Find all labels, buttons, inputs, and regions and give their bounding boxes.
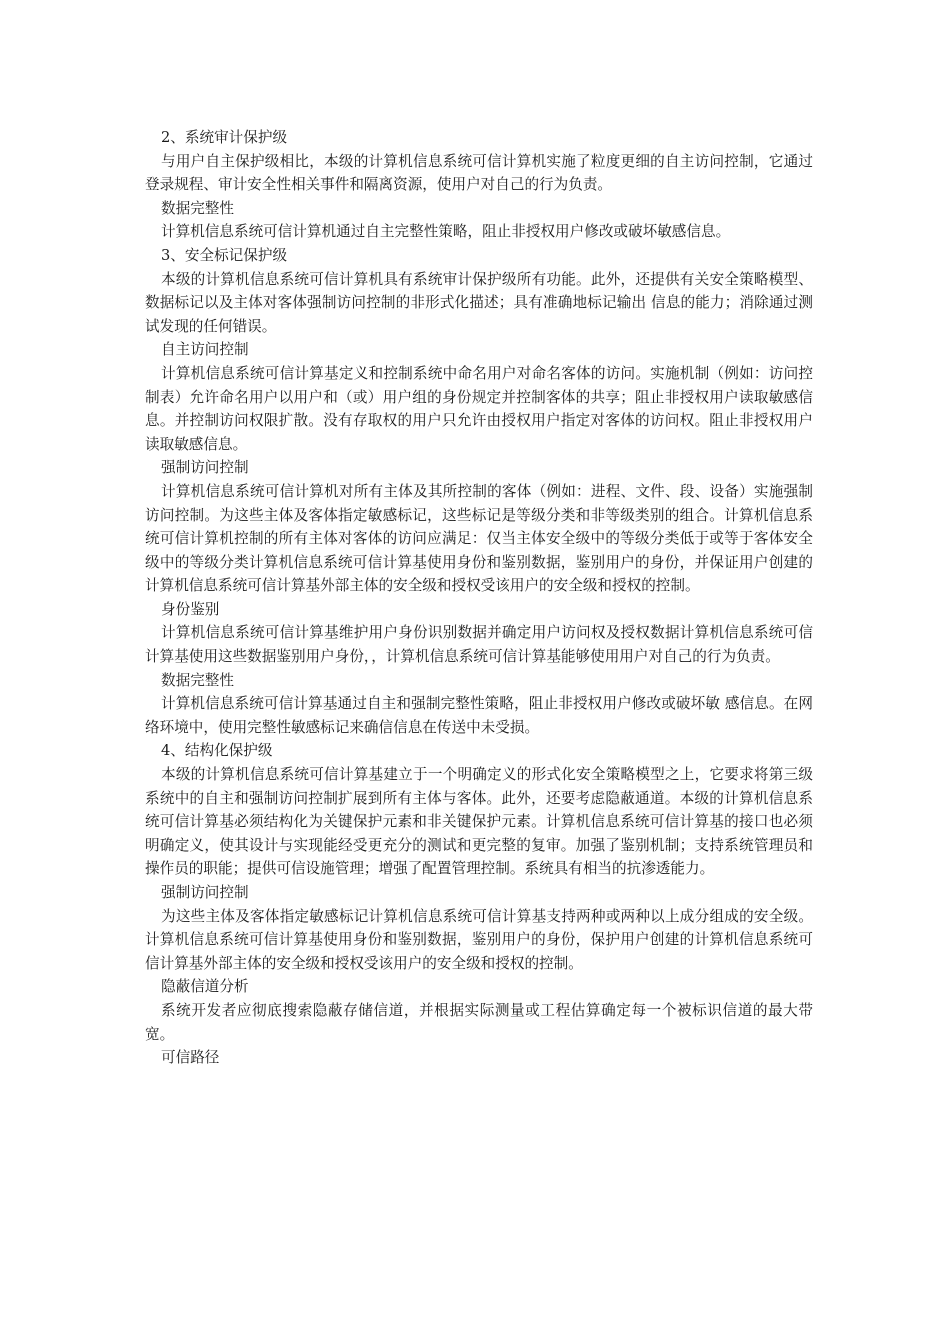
paragraph-covert-channel: 系统开发者应彻底搜索隐蔽存储信道，并根据实际测量或工程估算确定每一个被标识信道的最大带宽。: [145, 1001, 813, 1043]
paragraph-structured-protection: 本级的计算机信息系统可信计算基建立于一个明确定义的形式化安全策略模型之上，它要求将第三级系统中的自主和强制访问控制扩展到所有主体与客体。此外，还要考虑隐蔽通道。本级的计算机信息系统可信计算基必须结构化为关键保护元素和非关键保护元素。计算机信息系统可信计算基的接口也必须明确定义，使其设计与实现能经受更充分的测试和更完整的复审。加强了鉴别机制；支持系统管理员和操作员的职能；提供可信设施管理；增强了配置管理控制。系统具有相当的抗渗透能力。: [145, 766, 813, 878]
paragraph-data-integrity-2: 计算机信息系统可信计算基通过自主和强制完整性策略，阻止非授权用户修改或破坏敏 感信息。在网络环境中，使用完整性敏感标记来确信信息在传送中未受损。: [145, 695, 813, 736]
paragraph-data-integrity: 计算机信息系统可信计算机通过自主完整性策略，阻止非授权用户修改或破坏敏感信息。: [161, 223, 731, 241]
subheading-covert-channel: 隐蔽信道分析: [161, 978, 249, 996]
document-body: [145, 126, 813, 1070]
paragraph-mandatory-access-2: 为这些主体及客体指定敏感标记计算机信息系统可信计算基支持两种或两种以上成分组成的安全级。计算机信息系统可信计算基使用身份和鉴别数据，鉴别用户的身份，保护用户创建的计算机信息系统可信计算基外部主体的安全级和授权受该用户的安全级和授权的控制。: [145, 907, 813, 972]
subheading-data-integrity-2: 数据完整性: [161, 671, 234, 689]
subheading-trusted-path: 可信路径: [161, 1049, 220, 1067]
section-heading-structured-protection: 4、结构化保护级: [161, 742, 273, 760]
paragraph-mandatory-access: 计算机信息系统可信计算机对所有主体及其所控制的客体（例如：进程、文件、段、设备）实施强制访问控制。为这些主体及客体指定敏感标记，这些标记是等级分类和非等级类别的组合。计算机信息系统可信计算机控制的所有主体对客体的访问应满足：仅当主体安全级中的等级分类低于或等于客体安全级中的等级分类计算机信息系统可信计算基使用身份和鉴别数据，鉴别用户的身份，并保证用户创建的计算机信息系统可信计算基外部主体的安全级和授权受该用户的安全级和授权的控制。: [145, 482, 813, 595]
subheading-mandatory-access-2: 强制访问控制: [161, 884, 249, 901]
paragraph-security-label: 本级的计算机信息系统可信计算机具有系统审计保护级所有功能。此外，还提供有关安全策略模型、数据标记以及主体对客体强制访问控制的非形式化描述；具有准确地标记输出 信息的能力；消除通过测试发现的任何错误。: [145, 270, 813, 335]
paragraph-discretionary-access: 计算机信息系统可信计算基定义和控制系统中命名用户对命名客体的访问。实施机制（例如：访问控制表）允许命名用户以用户和（或）用户组的身份规定并控制客体的共享；阻止非授权用户读取敏感信息。并控制访问权限扩散。没有存取权的用户只允许由授权用户指定对客体的访问权。阻止非授权用户读取敏感信息。: [145, 364, 813, 453]
subheading-discretionary-access: 自主访问控制: [161, 341, 249, 359]
subheading-mandatory-access: 强制访问控制: [161, 459, 249, 477]
subheading-data-integrity: 数据完整性: [161, 199, 234, 217]
paragraph-system-audit: 与用户自主保护级相比，本级的计算机信息系统可信计算机实施了粒度更细的自主访问控制，它通过登录规程、审计安全性相关事件和隔离资源，使用户对自己的行为负责。: [145, 152, 813, 194]
subheading-identity-authentication: 身份鉴别: [161, 600, 220, 618]
section-heading-security-label: 3、安全标记保护级: [161, 246, 288, 264]
section-heading-system-audit: 2、系统审计保护级: [161, 129, 288, 146]
paragraph-identity-authentication: 计算机信息系统可信计算基维护用户身份识别数据并确定用户访问权及授权数据计算机信息系统可信计算基使用这些数据鉴别用户身份，，计算机信息系统可信计算基能够使用用户对自己的行为负责。: [145, 624, 813, 666]
